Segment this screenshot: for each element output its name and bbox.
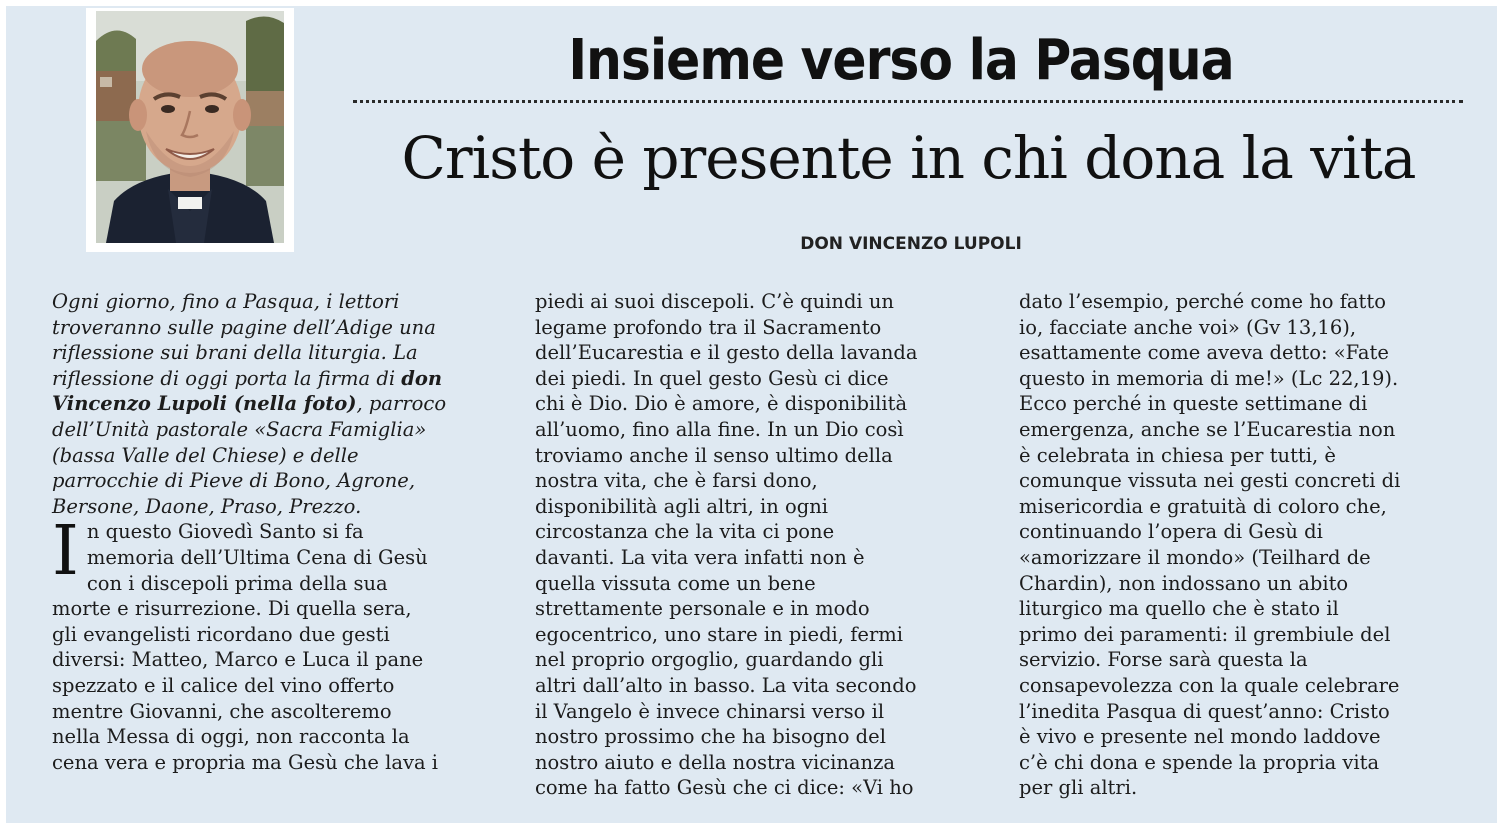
body-line: quella vissuta come un bene bbox=[535, 571, 816, 595]
intro-text: , parroco bbox=[356, 392, 447, 416]
body-line: gli evangelisti ricordano due gesti bbox=[52, 622, 390, 646]
article-column-2 bbox=[535, 289, 985, 801]
body-paragraph bbox=[535, 289, 985, 801]
article-column-1 bbox=[52, 289, 500, 775]
intro-line: riflessione sui brani della liturgia. La bbox=[52, 341, 418, 365]
author-photo bbox=[96, 11, 284, 243]
body-line: nella Messa di oggi, non racconta la bbox=[52, 725, 410, 749]
body-line: io, facciate anche voi» (Gv 13,16), bbox=[1019, 315, 1357, 339]
intro-line bbox=[52, 391, 500, 417]
body-line: n questo Giovedì Santo si fa bbox=[86, 520, 364, 544]
body-line: dell’Eucarestia e il gesto della lavanda bbox=[535, 341, 918, 365]
body-line: come ha fatto Gesù che ci dice: «Vi ho bbox=[535, 776, 914, 800]
body-line: misericordia e gratuità di coloro che, bbox=[1019, 494, 1387, 518]
body-line: dei piedi. In quel gesto Gesù ci dice bbox=[535, 366, 889, 390]
body-line: dato l’esempio, perché come ho fatto bbox=[1019, 290, 1386, 313]
body-line: all’uomo, fino alla fine. In un Dio così bbox=[535, 417, 904, 441]
intro-author-name: don bbox=[401, 366, 443, 390]
intro-line bbox=[52, 366, 500, 392]
body-line: consapevolezza con la quale celebrare bbox=[1019, 673, 1400, 697]
body-line: primo dei paramenti: il grembiule del bbox=[1019, 622, 1391, 646]
body-line: Chardin), non indossano un abito bbox=[1019, 571, 1349, 595]
dotted-divider bbox=[353, 100, 1463, 103]
body-line: per gli altri. bbox=[1019, 776, 1138, 800]
intro-author-name: Vincenzo Lupoli (nella foto) bbox=[52, 392, 357, 416]
intro-line: parrocchie di Pieve di Bono, Agrone, bbox=[52, 469, 416, 493]
body-line: con i discepoli prima della sua bbox=[86, 571, 388, 595]
author-photo-frame bbox=[86, 8, 294, 252]
body-line: cena vera e propria ma Gesù che lava i bbox=[52, 750, 439, 774]
body-line: l’inedita Pasqua di quest’anno: Cristo bbox=[1019, 699, 1390, 723]
body-line: c’è chi dona e spende la propria vita bbox=[1019, 750, 1380, 774]
body-line: comunque vissuta nei gesti concreti di bbox=[1019, 469, 1401, 493]
body-paragraph bbox=[52, 512, 500, 775]
body-line: il Vangelo è invece chinarsi verso il bbox=[535, 699, 885, 723]
author-byline: DON VINCENZO LUPOLI bbox=[800, 234, 1022, 254]
intro-text: riflessione di oggi porta la firma di bbox=[52, 366, 402, 390]
body-line: questo in memoria di me!» (Lc 22,19). bbox=[1019, 366, 1399, 390]
body-line: mentre Giovanni, che ascolteremo bbox=[52, 699, 392, 723]
body-line: è vivo e presente nel mondo laddove bbox=[1019, 725, 1381, 749]
body-line: circostanza che la vita ci pone bbox=[535, 520, 835, 544]
body-line: disponibilità agli altri, in ogni bbox=[535, 494, 829, 518]
body-line: chi è Dio. Dio è amore, è disponibilità bbox=[535, 392, 908, 416]
intro-line: troveranno sulle pagine dell’Adige una bbox=[52, 315, 436, 339]
intro-line: (bassa Valle del Chiese) e delle bbox=[52, 443, 359, 467]
intro-paragraph bbox=[52, 289, 500, 519]
body-line: esattamente come aveva detto: «Fate bbox=[1019, 341, 1389, 365]
body-line: nel proprio orgoglio, guardando gli bbox=[535, 648, 884, 672]
body-line: è celebrata in chiesa per tutti, è bbox=[1019, 443, 1336, 467]
drop-cap: I bbox=[52, 512, 79, 592]
body-line: continuando l’opera di Gesù di bbox=[1019, 520, 1323, 544]
body-line: davanti. La vita vera infatti non è bbox=[535, 545, 865, 569]
portrait-image bbox=[96, 11, 284, 243]
body-line: troviamo anche il senso ultimo della bbox=[535, 443, 893, 467]
body-line: legame profondo tra il Sacramento bbox=[535, 315, 882, 339]
body-line: memoria dell’Ultima Cena di Gesù bbox=[86, 545, 428, 569]
article-panel bbox=[6, 6, 1497, 823]
body-line: emergenza, anche se l’Eucarestia non bbox=[1019, 417, 1396, 441]
intro-line: dell’Unità pastorale «Sacra Famiglia» bbox=[52, 417, 427, 441]
body-line: piedi ai suoi discepoli. C’è quindi un bbox=[535, 290, 894, 313]
intro-line: Bersone, Daone, Praso, Prezzo. bbox=[52, 494, 362, 518]
article-headline: Cristo è presente in chi dona la vita bbox=[401, 124, 1416, 192]
body-line: nostro aiuto e della nostra vicinanza bbox=[535, 750, 895, 774]
body-line: spezzato e il calice del vino offerto bbox=[52, 673, 395, 697]
intro-line: Ogni giorno, fino a Pasqua, i lettori bbox=[52, 290, 400, 313]
body-line: nostra vita, che è farsi dono, bbox=[535, 469, 818, 493]
section-kicker: Insieme verso la Pasqua bbox=[568, 28, 1234, 93]
body-line: altri dall’alto in basso. La vita secondo bbox=[535, 673, 917, 697]
body-line: Ecco perché in queste settimane di bbox=[1019, 392, 1368, 416]
body-paragraph bbox=[1019, 289, 1471, 801]
body-line: egocentrico, uno stare in piedi, fermi bbox=[535, 622, 903, 646]
body-line: diversi: Matteo, Marco e Luca il pane bbox=[52, 648, 424, 672]
body-line: servizio. Forse sarà questa la bbox=[1019, 648, 1308, 672]
body-line: morte e risurrezione. Di quella sera, bbox=[52, 597, 412, 621]
body-line: strettamente personale e in modo bbox=[535, 597, 870, 621]
body-line: «amorizzare il mondo» (Teilhard de bbox=[1019, 545, 1371, 569]
body-line: liturgico ma quello che è stato il bbox=[1019, 597, 1339, 621]
body-line: nostro prossimo che ha bisogno del bbox=[535, 725, 886, 749]
article-column-3 bbox=[1019, 289, 1471, 801]
